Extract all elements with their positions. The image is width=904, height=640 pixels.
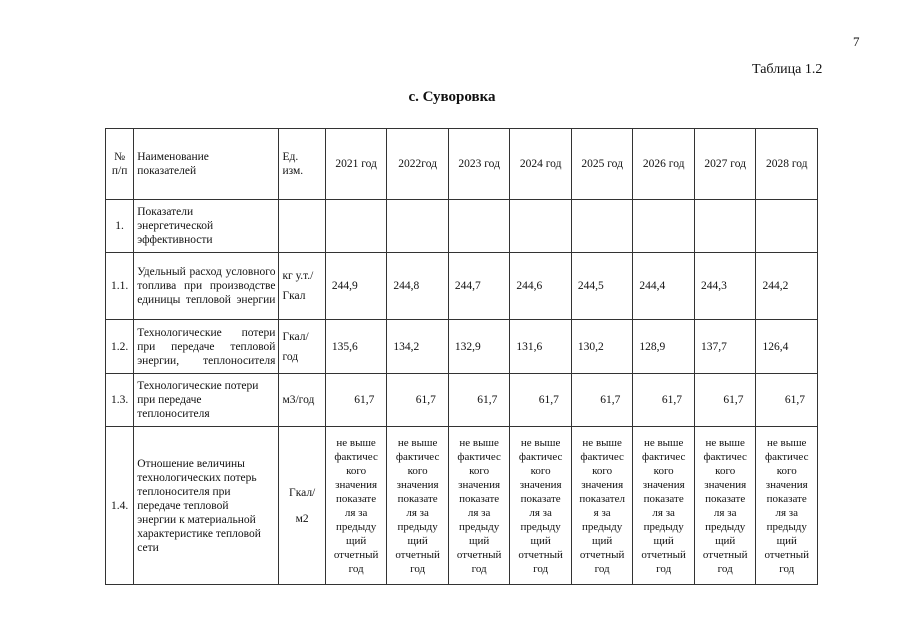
- row-num: 1.4.: [106, 427, 134, 585]
- header-year: 2026 год: [633, 129, 695, 200]
- page-heading: с. Суворовка: [408, 89, 496, 105]
- row-value: [448, 427, 510, 585]
- row-value: [571, 427, 633, 585]
- table-row: [106, 427, 818, 585]
- row-value: 137,7: [694, 320, 756, 374]
- row-name-text: Показатели энергетической эффективности: [137, 206, 214, 246]
- row-value: 244,9: [325, 253, 387, 320]
- row-name-text: Технологические потери при передаче теплоносителя: [137, 380, 259, 420]
- row-value: 135,6: [325, 320, 387, 374]
- row-name-text: Отношение величины технологических потерь теплоносителя при передаче тепловой энергии к материальной характеристике тепловой сети: [137, 457, 261, 554]
- row-value: 131,6: [510, 320, 572, 374]
- row-unit-text: Гкал/ год: [282, 330, 309, 363]
- header-unit: [279, 129, 325, 200]
- row-unit-text: кг у.т./ Гкал: [282, 270, 314, 302]
- header-year: 2022год: [387, 129, 449, 200]
- header-row: [106, 129, 818, 200]
- row-num: 1.2.: [106, 320, 134, 374]
- header-year: 2023 год: [448, 129, 510, 200]
- row-unit: м3/год: [279, 374, 325, 427]
- row-name: Технологические потери при передаче тепловой энергии, теплоносителя: [134, 320, 279, 374]
- row-num: 1.1.: [106, 253, 134, 320]
- row-value: 61,7: [448, 374, 510, 427]
- row-value: 130,2: [571, 320, 633, 374]
- row-value: 244,7: [448, 253, 510, 320]
- row-value: [694, 427, 756, 585]
- row-value-text: не выше фактичес кого значения показате ля за предыду щий отчетный год: [641, 436, 686, 575]
- row-value: 61,7: [387, 374, 449, 427]
- row-value: [387, 200, 449, 253]
- row-value-text: не выше фактичес кого значения показате ля за предыду щий отчетный год: [456, 436, 502, 575]
- row-unit-text: Гкал/ м2: [289, 486, 316, 525]
- table-row: [106, 253, 818, 320]
- row-value-text: не выше фактичес кого значения показате ля за предыду щий отчетный год: [333, 436, 379, 575]
- header-year: 2028 год: [756, 129, 818, 200]
- row-unit: [279, 253, 325, 320]
- header-num: [106, 129, 134, 200]
- table-row: [106, 320, 818, 374]
- row-value: [633, 200, 695, 253]
- row-value: 128,9: [633, 320, 695, 374]
- row-value: [633, 427, 695, 585]
- row-name: [134, 374, 279, 427]
- header-name: [134, 129, 279, 200]
- header-year: 2024 год: [510, 129, 572, 200]
- row-value: 132,9: [448, 320, 510, 374]
- table-row: [106, 200, 818, 253]
- header-year: 2021 год: [325, 129, 387, 200]
- row-value: [387, 427, 449, 585]
- row-value: 244,3: [694, 253, 756, 320]
- row-value: 244,4: [633, 253, 695, 320]
- row-value-text: не выше фактичес кого значения показате ля за предыду щий отчетный год: [395, 436, 440, 575]
- header-num-text: № п/п: [111, 151, 128, 177]
- row-unit: [279, 320, 325, 374]
- row-unit: [279, 200, 325, 253]
- row-value: [571, 200, 633, 253]
- row-name: [134, 200, 279, 253]
- row-value: 61,7: [694, 374, 756, 427]
- row-name: Удельный расход условного топлива при производстве единицы тепловой энергии: [134, 253, 279, 320]
- row-value-text: не выше фактичес кого значения показате ля за предыду щий отчетный год: [764, 436, 809, 575]
- row-value: 126,4: [756, 320, 818, 374]
- row-value: 61,7: [510, 374, 572, 427]
- row-value: 244,5: [571, 253, 633, 320]
- row-value: 244,8: [387, 253, 449, 320]
- header-name-text: Наименование показателей: [137, 151, 209, 177]
- row-unit: [279, 427, 325, 585]
- row-value-text: не выше фактичес кого значения показател я за предыду щий отчетный год: [579, 436, 625, 575]
- row-value: [510, 427, 572, 585]
- row-num: 1.: [106, 200, 134, 253]
- row-value: [756, 200, 818, 253]
- row-value: [325, 427, 387, 585]
- row-value: 134,2: [387, 320, 449, 374]
- row-value: [448, 200, 510, 253]
- row-value: [694, 200, 756, 253]
- row-value: [756, 427, 818, 585]
- row-name: [134, 427, 279, 585]
- row-value: 61,7: [756, 374, 818, 427]
- row-value: 244,2: [756, 253, 818, 320]
- row-value: 61,7: [325, 374, 387, 427]
- row-value: 244,6: [510, 253, 572, 320]
- indicators-table: [105, 128, 818, 585]
- header-year: 2027 год: [694, 129, 756, 200]
- page-number: 7: [853, 34, 860, 49]
- row-value: 61,7: [571, 374, 633, 427]
- table-number: Таблица 1.2: [752, 62, 823, 77]
- row-value-text: не выше фактичес кого значения показате ля за предыду щий отчетный год: [702, 436, 748, 575]
- row-num: 1.3.: [106, 374, 134, 427]
- row-value-text: не выше фактичес кого значения показате ля за предыду щий отчетный год: [518, 436, 563, 575]
- row-value: [510, 200, 572, 253]
- header-year: 2025 год: [571, 129, 633, 200]
- table-row: [106, 374, 818, 427]
- row-value: [325, 200, 387, 253]
- header-unit-text: Ед. изм.: [282, 151, 304, 177]
- row-value: 61,7: [633, 374, 695, 427]
